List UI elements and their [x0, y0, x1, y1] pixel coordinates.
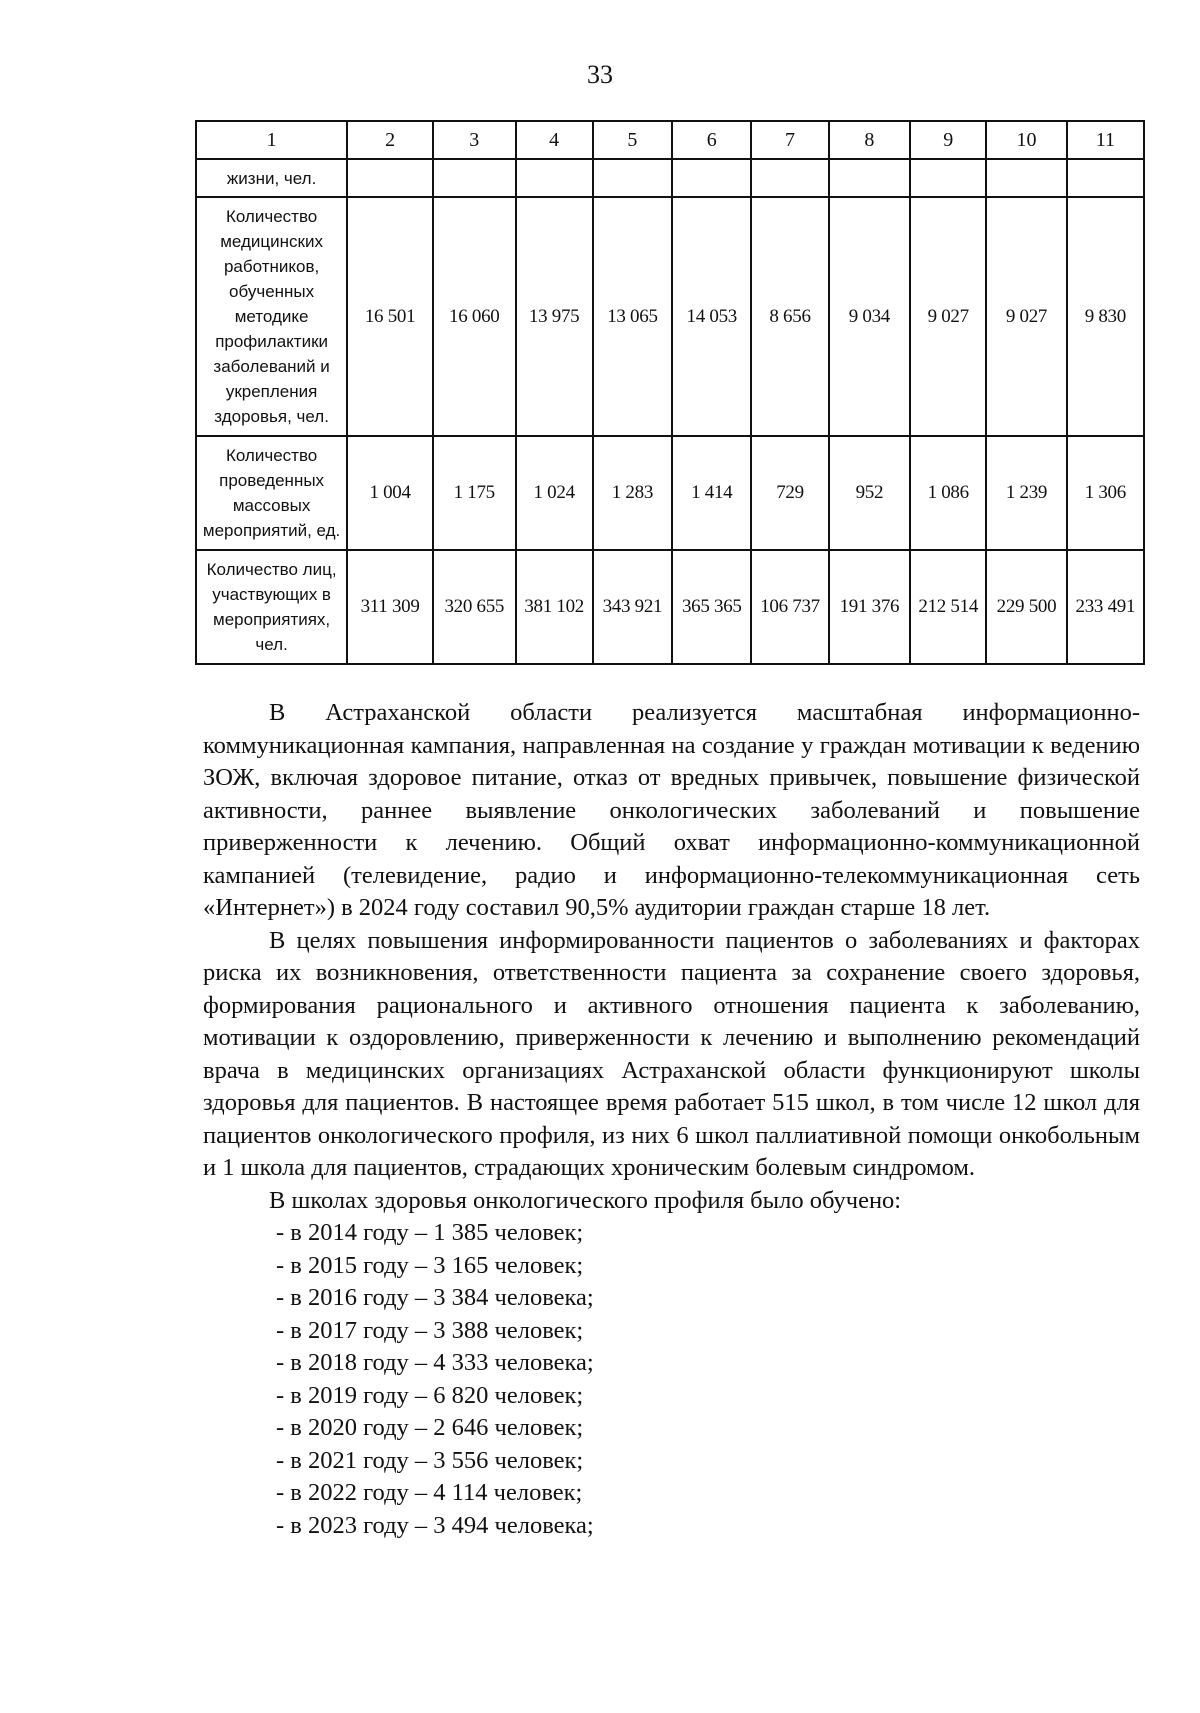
list-item: - в 2018 году – 4 333 человека; [276, 1349, 594, 1376]
list-item: - в 2019 году – 6 820 человек; [276, 1381, 584, 1409]
table-cell [433, 159, 516, 197]
table-cell: 9 830 [1067, 197, 1144, 436]
table-cell [986, 159, 1066, 197]
page-number: 33 [587, 60, 613, 89]
table-row [196, 550, 1144, 664]
table-cell: 233 491 [1067, 550, 1144, 664]
table-cell: 343 921 [593, 550, 672, 664]
list-item: - в 2021 году – 3 556 человек; [276, 1446, 584, 1474]
paragraph: В Астраханской области реализуется масштабная информационно-коммуникационная кампания, направленная на создание у граждан мотивации к ведению ЗОЖ, включая здоровое питание, отказ от вредных привычек, повышение физической активности, раннее выявление онкологических заболеваний и повышение приверженности к лечению. Общий охват информационно-коммуникационной кампанией (телевидение, радио и информационно-телекоммуникационная сеть «Интернет») в 2024 году составил 90,5% аудитории граждан старше 18 лет. [203, 699, 1140, 921]
table-cell: 1 239 [986, 436, 1066, 550]
table-cell [1067, 159, 1144, 197]
table-cell: 729 [751, 436, 828, 550]
col-header: 2 [347, 121, 433, 159]
table-cell [593, 159, 672, 197]
table-cell: 1 283 [593, 436, 672, 550]
table-row [196, 159, 1144, 197]
table-cell: 8 656 [751, 197, 828, 436]
body-text [203, 697, 1140, 1542]
table-cell: 9 027 [986, 197, 1066, 436]
list-item: - в 2023 году – 3 494 человека; [276, 1511, 594, 1539]
col-header: 9 [910, 121, 986, 159]
col-header: 7 [751, 121, 828, 159]
table-cell: 952 [829, 436, 911, 550]
table-cell: 16 501 [347, 197, 433, 436]
row-label: Количество лиц, участвующих в мероприятиях, чел. [196, 550, 347, 664]
table-cell [672, 159, 751, 197]
table-cell: 191 376 [829, 550, 911, 664]
table-cell: 212 514 [910, 550, 986, 664]
table-cell: 365 365 [672, 550, 751, 664]
table-row [196, 436, 1144, 550]
col-header: 4 [516, 121, 593, 159]
statistics-table [195, 120, 1145, 665]
table-cell: 9 027 [910, 197, 986, 436]
table-cell: 1 306 [1067, 436, 1144, 550]
table-cell: 1 175 [433, 436, 516, 550]
list-item: - в 2020 году – 2 646 человек; [276, 1414, 584, 1441]
list-item: - в 2014 году – 1 385 человек; [276, 1219, 584, 1246]
table-cell: 381 102 [516, 550, 593, 664]
table-cell: 1 414 [672, 436, 751, 550]
col-header: 1 [196, 121, 347, 159]
table-cell: 1 024 [516, 436, 593, 550]
table-cell: 13 975 [516, 197, 593, 436]
table-cell: 1 004 [347, 436, 433, 550]
col-header: 11 [1067, 121, 1144, 159]
row-label: Количество медицинских работников, обученных методике профилактики заболеваний и укрепления здоровья, чел. [196, 197, 347, 436]
table-cell: 320 655 [433, 550, 516, 664]
col-header: 6 [672, 121, 751, 159]
list-item: - в 2017 году – 3 388 человек; [276, 1316, 584, 1344]
row-label: жизни, чел. [196, 159, 347, 197]
col-header: 10 [986, 121, 1066, 159]
table-cell [910, 159, 986, 197]
list-item: - в 2016 году – 3 384 человека; [276, 1284, 594, 1311]
row-label: Количество проведенных массовых мероприятий, ед. [196, 436, 347, 550]
table-header-row [196, 121, 1144, 159]
table-cell [751, 159, 828, 197]
list-item: - в 2022 году – 4 114 человек; [276, 1479, 583, 1506]
table-cell: 106 737 [751, 550, 828, 664]
table-cell: 1 086 [910, 436, 986, 550]
table-cell: 13 065 [593, 197, 672, 436]
table-cell: 9 034 [829, 197, 911, 436]
table-cell: 311 309 [347, 550, 433, 664]
table-cell [347, 159, 433, 197]
table-cell: 16 060 [433, 197, 516, 436]
paragraph: В целях повышения информированности пациентов о заболеваниях и факторах риска их возникновения, ответственности пациента за сохранение своего здоровья, формирования рационального и активного отношения пациента к заболеванию, мотивации к оздоровлению, приверженности к лечению и выполнению рекомендаций врача в медицинских организациях Астраханской области функционируют школы здоровья для пациентов. В настоящее время работает 515 школ, в том числе 12 школ для пациентов онкологического профиля, из них 6 школ паллиативной помощи онкобольным и 1 школа для пациентов, страдающих хроническим болевым синдромом. [203, 926, 1140, 1181]
trained-by-year-list [203, 1217, 1140, 1542]
list-item: - в 2015 году – 3 165 человек; [276, 1251, 584, 1279]
table-cell: 229 500 [986, 550, 1066, 664]
col-header: 8 [829, 121, 911, 159]
paragraph: В школах здоровья онкологического профиля было обучено: [269, 1186, 902, 1214]
table-row [196, 197, 1144, 436]
col-header: 3 [433, 121, 516, 159]
table-cell [829, 159, 911, 197]
table-cell [516, 159, 593, 197]
col-header: 5 [593, 121, 672, 159]
table-cell: 14 053 [672, 197, 751, 436]
